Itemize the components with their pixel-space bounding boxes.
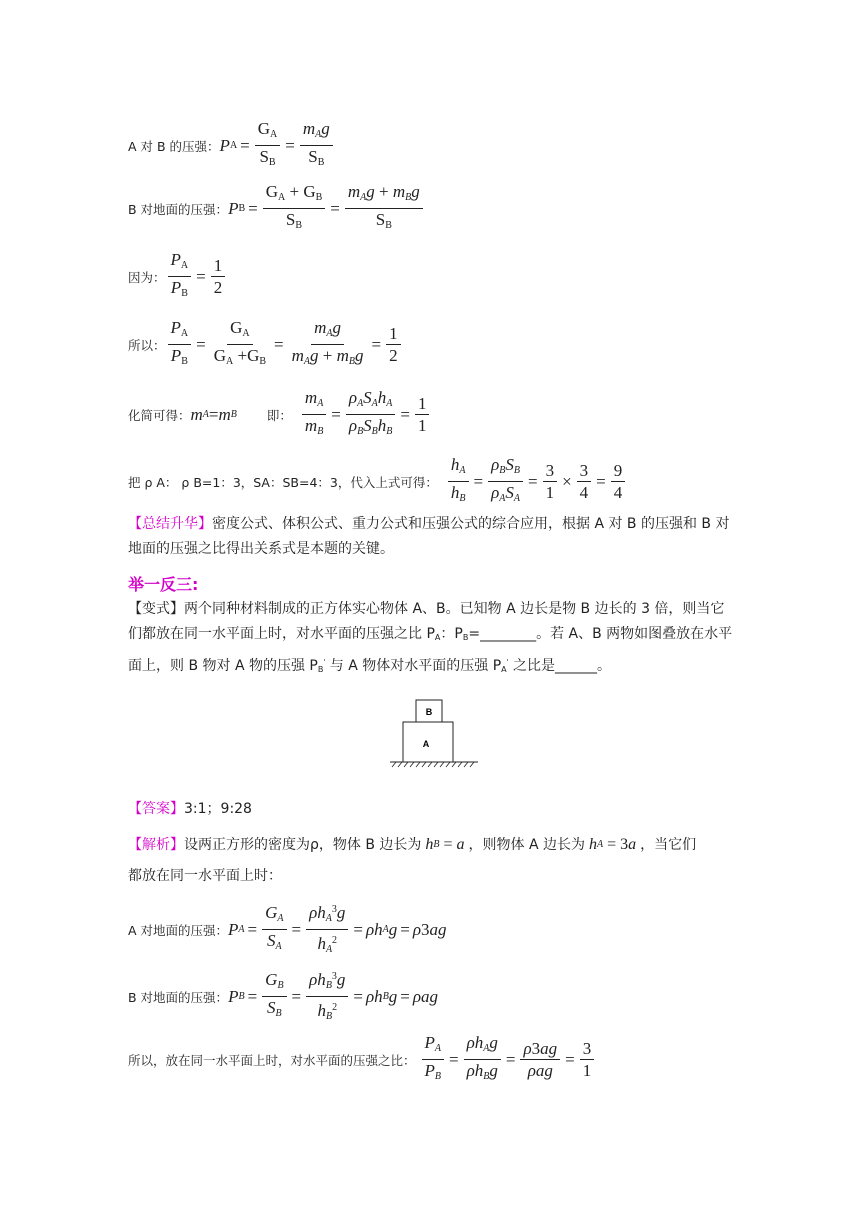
line-label: 所以：	[128, 337, 166, 353]
analysis-paragraph: 【解析】设两正方形的密度为ρ，物体 B 边长为 h B = a ，则物体 A 边长为 h A = 3 a ，当它们 都放在同一水平面上时：	[128, 836, 697, 884]
variant-paragraph: 【变式】两个同种材料制成的正方体实心物体 A、B。已知物 A 边长是物 B 边长的 3 倍，则当它们都放在同一水平面上时，对水平面的压强之比 PA：PB=________。若 A、B 两物如图叠放在水平面上，则 B 物对 A 物的压强 PB' 与 A 物体对水平面的压强 PA' 之比是______。	[128, 601, 733, 674]
formula: P B = $\frac{G_A + G_B}{S_B}$ = $\frac{m_Ag + m_Bg}{S_B}$	[228, 182, 425, 235]
analysis-text: ，当它们	[640, 837, 697, 853]
formula-line-1	[128, 119, 335, 172]
analysis-text: ，则物体 A 边长为	[468, 837, 586, 853]
formula: P B = $\frac{G_B}{S_B}$ = $\frac{\rho h_B^3g}{h_B^2}$ = ρh B g = ρag	[228, 967, 438, 1026]
formula-line-2	[128, 182, 425, 235]
summary-paragraph	[128, 512, 734, 562]
formula-line-3	[128, 250, 227, 303]
formula-line-5	[128, 388, 431, 441]
line-label: A 对地面的压强：	[128, 922, 229, 938]
answer-line	[128, 797, 734, 822]
line-label: 化简可得：	[128, 407, 191, 423]
formula-line-7	[128, 900, 447, 959]
formula: $\frac{m_A}{m_B}$ = $\frac{\rho_AS_Ah_A}{\rho_BS_Bh_B}$ = $\frac{1}{1}$	[300, 388, 432, 441]
answer-text: 3:1；9:28	[184, 801, 252, 817]
formula-line-8	[128, 967, 438, 1026]
variant-text: 两个同种材料制成的正方体实心物体 A、B。已知物 A 边长是物 B 边长的 3 倍，则当它们都放在同一水平面上时，对水平面的压强之比 P	[128, 601, 725, 642]
line-label: 把 ρ A： ρ B=1：3，SA：SB=4：3，代入上式可得：	[128, 474, 438, 490]
formula-line-4	[128, 318, 403, 371]
block-b-label: B	[425, 707, 433, 717]
line-label: B 对地面的压强：	[128, 989, 229, 1005]
line-label: 因为：	[128, 269, 166, 285]
formula: $\frac{h_A}{h_B}$ = $\frac{\rho_BS_B}{\rho_AS_A}$ = $\frac{3}{1}$ × $\frac{3}{4}$ = $\frac{9}{4}$	[446, 455, 627, 508]
formula: $\frac{P_A}{P_B}$ = $\frac{\rho h_Ag}{\rho h_Bg}$ = $\frac{\rho 3ag}{\text{ρag}}$ = $\frac{3}{1}$	[420, 1033, 597, 1086]
answer-tag: 【答案】	[128, 801, 184, 817]
variant-text: 之比是______。	[508, 658, 612, 674]
variant-text: ：P	[440, 626, 463, 642]
line-label: 所以，放在同一水平面上时，对水平面的压强之比：	[128, 1052, 416, 1068]
formula: P A = $\frac{G_A}{S_B}$ = $\frac{m_Ag}{S_B}$	[220, 119, 335, 172]
variant-text: =________。若 A、B 两物如图叠放在水平面上，则 B 物对 A 物的压强 P	[128, 626, 733, 674]
line-label: 即：	[266, 407, 292, 423]
block-a-label: A	[422, 739, 430, 749]
summary-text: 密度公式、体积公式、重力公式和压强公式的综合应用，根据 A 对 B 的压强和 B 对地面的压强之比得出关系式是本题的关键。	[128, 516, 730, 557]
formula: $\frac{P_A}{P_B}$ = $\frac{1}{2}$	[166, 250, 228, 303]
formula: $\frac{P_A}{P_B}$ = $\frac{G_A}{G_A +G_B}$ = $\frac{m_Ag}{m_Ag + m_Bg}$ = $\frac{1}{2}$	[166, 318, 403, 371]
summary-tag: 【总结升华】	[128, 516, 212, 532]
section-title: 举一反三:	[128, 575, 199, 594]
analysis-text: 设两正方形的密度为ρ，物体 B 边长为	[184, 837, 422, 853]
variant-tag: 【变式】	[128, 601, 184, 617]
formula: m A = m B	[190, 404, 237, 424]
analysis-tag: 【解析】	[128, 837, 184, 853]
line-label: A 对 B 的压强：	[128, 138, 220, 154]
stacked-blocks-figure	[388, 694, 488, 774]
analysis-text: 都放在同一水平面上时：	[128, 868, 282, 884]
line-label: B 对地面的压强：	[128, 201, 229, 217]
variant-text: 与 A 物体对水平面的压强 P	[325, 658, 502, 674]
formula-line-9	[128, 1033, 596, 1086]
ground-hatch	[392, 762, 474, 767]
formula-line-6	[128, 455, 627, 508]
formula: P A = $\frac{G_A}{S_A}$ = $\frac{\rho h_A^3g}{h_A^2}$ = ρh A g = ρ 3 ag	[228, 900, 447, 959]
